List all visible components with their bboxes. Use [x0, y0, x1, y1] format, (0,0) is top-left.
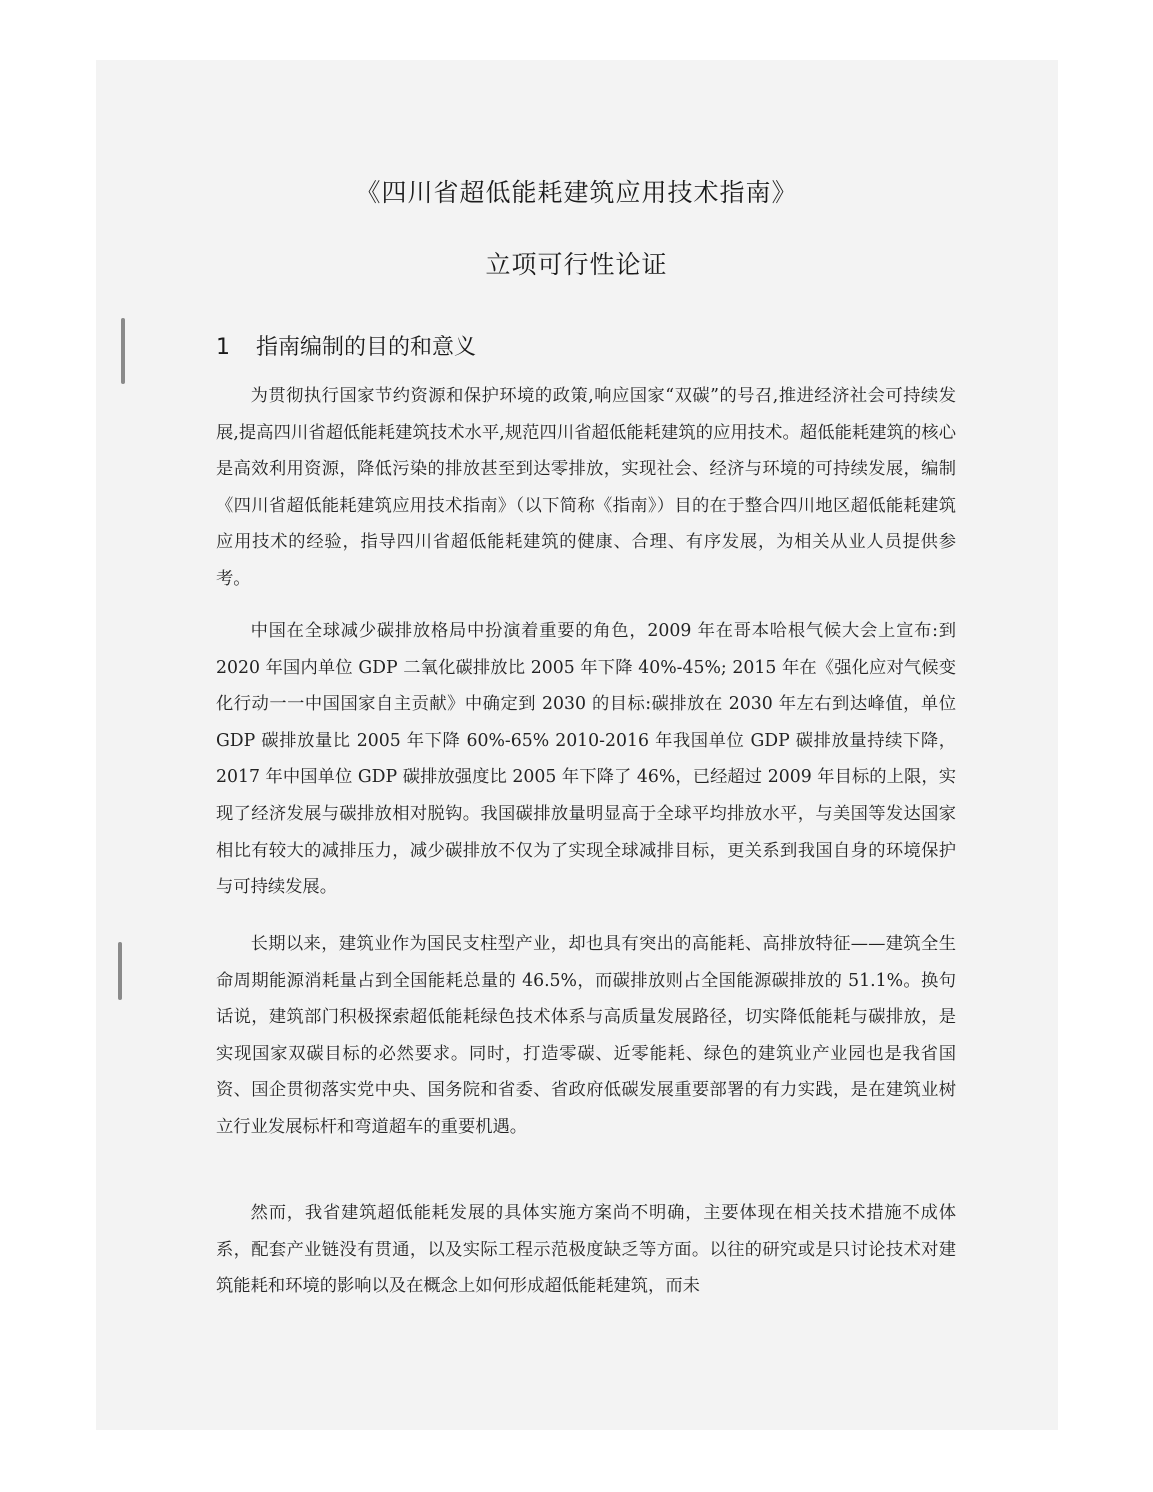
paragraph-4: 然而，我省建筑超低能耗发展的具体实施方案尚不明确，主要体现在相关技术措施不成体系，配套产业链没有贯通，以及实际工程示范极度缺乏等方面。以往的研究或是只讨论技术对建筑能耗和环境的影响以及在概念上如何形成超低能耗建筑，而未 — [216, 1203, 956, 1297]
section-title: 指南编制的目的和意义 — [256, 335, 477, 360]
paragraph-3: 长期以来，建筑业作为国民支柱型产业，却也具有突出的高能耗、高排放特征——建筑全生命周期能源消耗量占到全国能耗总量的 46.5%，而碳排放则占全国能源碳排放的 51.1%。换句话说，建筑部门积极探索超低能耗绿色技术体系与高质量发展路径，切实降低能耗与碳排放，是实现国家双碳目标的必然要求。同时，打造零碳、近零能耗、绿色的建筑业产业园也是我省国资、国企贯彻落实党中央、国务院和省委、省政府低碳发展重要部署的有力实践，是在建筑业树立行业发展标杆和弯道超车的重要机遇。 — [216, 934, 956, 1137]
paragraph-1: 为贯彻执行国家节约资源和保护环境的政策,响应国家“双碳”的号召,推进经济社会可持续发展,提高四川省超低能耗建筑技术水平,规范四川省超低能耗建筑的应用技术。超低能耗建筑的核心是高效利用资源，降低污染的排放甚至到达零排放，实现社会、经济与环境的可持续发展，编制《四川省超低能耗建筑应用技术指南》（以下简称《指南》）目的在于整合四川地区超低能耗建筑应用技术的经验，指导四川省超低能耗建筑的健康、合理、有序发展，为相关从业人员提供参考。 — [216, 386, 956, 589]
binder-hole-mark-top — [121, 318, 125, 384]
document-title: 《四川省超低能耗建筑应用技术指南》 — [355, 178, 798, 207]
binder-hole-mark-bottom — [118, 942, 122, 1000]
document-subtitle: 立项可行性论证 — [485, 250, 668, 279]
section-heading — [216, 330, 476, 361]
paragraph-2: 中国在全球减少碳排放格局中扮演着重要的角色，2009 年在哥本哈根气候大会上宣布:到 2020 年国内单位 GDP 二氧化碳排放比 2005 年下降 40%-45%; 2015 年在《强化应对气候变化行动一一中国国家自主贡献》中确定到 2030 的目标:碳排放在 2030 年左右到达峰值，单位 GDP 碳排放量比 2005 年下降 60%-65% 2010-2016 年我国单位 GDP 碳排放量持续下降，2017 年中国单位 GDP 碳排放强度比 2005 年下降了 46%，已经超过 2009 年目标的上限，实现了经济发展与碳排放相对脱钩。我国碳排放量明显高于全球平均排放水平，与美国等发达国家相比有较大的减排压力，减少碳排放不仅为了实现全球减排目标，更关系到我国自身的环境保护与可持续发展。 — [216, 621, 956, 898]
section-number: 1 — [216, 335, 230, 360]
